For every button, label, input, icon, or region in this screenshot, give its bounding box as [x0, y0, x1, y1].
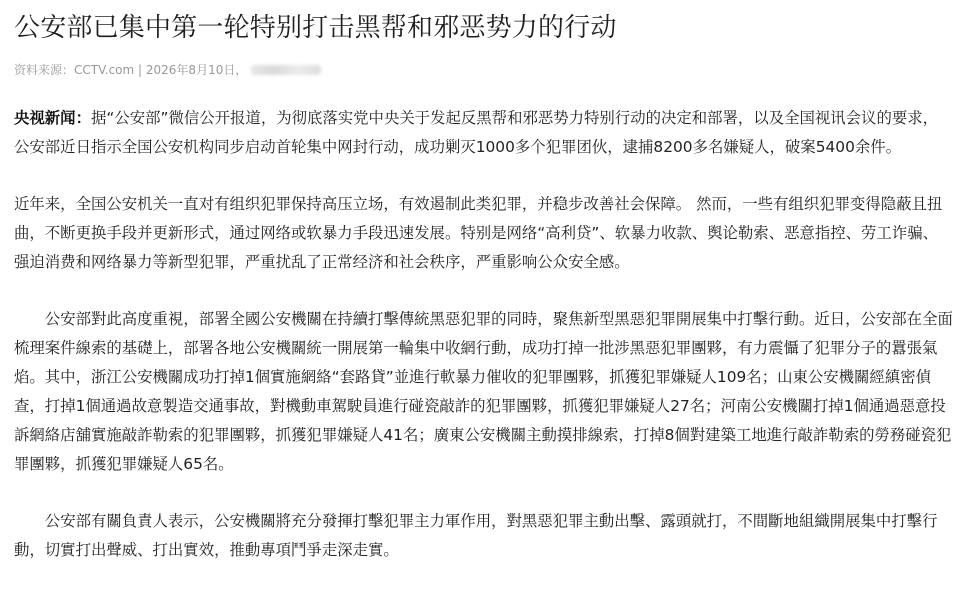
article-meta: [14, 62, 953, 78]
article-body: [14, 104, 953, 565]
meta-separator: |: [134, 63, 146, 77]
paragraph-text: 公安部有關負責人表示，公安機關將充分發揮打擊犯罪主力軍作用，對黑惡犯罪主動出擊、露頭就打，不間斷地組織開展集中打擊行動，切實打出聲威、打出實效，推動專項鬥爭走深走實。: [14, 512, 938, 559]
paragraph-text: 近年来，全国公安机关一直对有组织犯罪保持高压立场，有效遏制此类犯罪，并稳步改善社会保障。 然而，一些有组织犯罪变得隐蔽且扭曲，不断更换手段并更新形式，通过网络或软暴力手段迅速发展。特别是网络“高利贷”、软暴力收款、舆论勒索、恶意指控、劳工诈骗、强迫消费和网络暴力等新型犯罪，严重扰乱了正常经济和社会秩序，严重影响公众安全感。: [14, 195, 943, 271]
article-title: 公安部已集中第一轮特别打击黑帮和邪恶势力的行动: [14, 13, 617, 43]
publish-date: 2026年8月10日: [145, 63, 236, 77]
paragraph-lead: [14, 104, 953, 162]
source-prefix: 资料来源：: [14, 63, 75, 77]
redacted-author-blur: [251, 65, 321, 75]
paragraph-text: 据“公安部”微信公开报道，为彻底落实党中央关于发起反黑帮和邪恶势力特别行动的决定和部署，以及全国视讯会议的要求，公安部近日指示全国公安机构同步启动首轮集中网封行动，成功剿灭1000多个犯罪团伙，逮捕8200多名嫌疑人，破案5400余件。: [14, 109, 939, 156]
lead-label: 央视新闻：: [14, 109, 91, 127]
paragraph-3: [14, 305, 953, 479]
source-name: CCTV.com: [74, 63, 135, 77]
meta-trailing: ，: [235, 63, 248, 77]
paragraph-text: 公安部對此高度重視，部署全國公安機關在持續打擊傳統黑惡犯罪的同時，聚焦新型黑惡犯罪開展集中打擊行動。近日，公安部在全面梳理案件線索的基礎上，部署各地公安機關統一開展第一輪集中收網行動，成功打掉一批涉黑惡犯罪團夥，有力震懾了犯罪分子的囂張氣焰。其中，浙江公安機關成功打掉1個實施網絡“套路貸”並進行軟暴力催收的犯罪團夥，抓獲犯罪嫌疑人109名；山東公安機關經縝密偵查，打掉1個通過故意製造交通事故，對機動車駕駛員進行碰瓷敲詐的犯罪團夥，抓獲犯罪嫌疑人27名；河南公安機關打掉1個通過惡意投訴網絡店舖實施敲詐勒索的犯罪團夥，抓獲犯罪嫌疑人41名；廣東公安機關主動摸排線索，打掉8個對建築工地進行敲詐勒索的勞務碰瓷犯罪團夥，抓獲犯罪嫌疑人65名。: [14, 310, 953, 473]
paragraph-4: [14, 507, 953, 565]
paragraph-2: [14, 190, 953, 277]
